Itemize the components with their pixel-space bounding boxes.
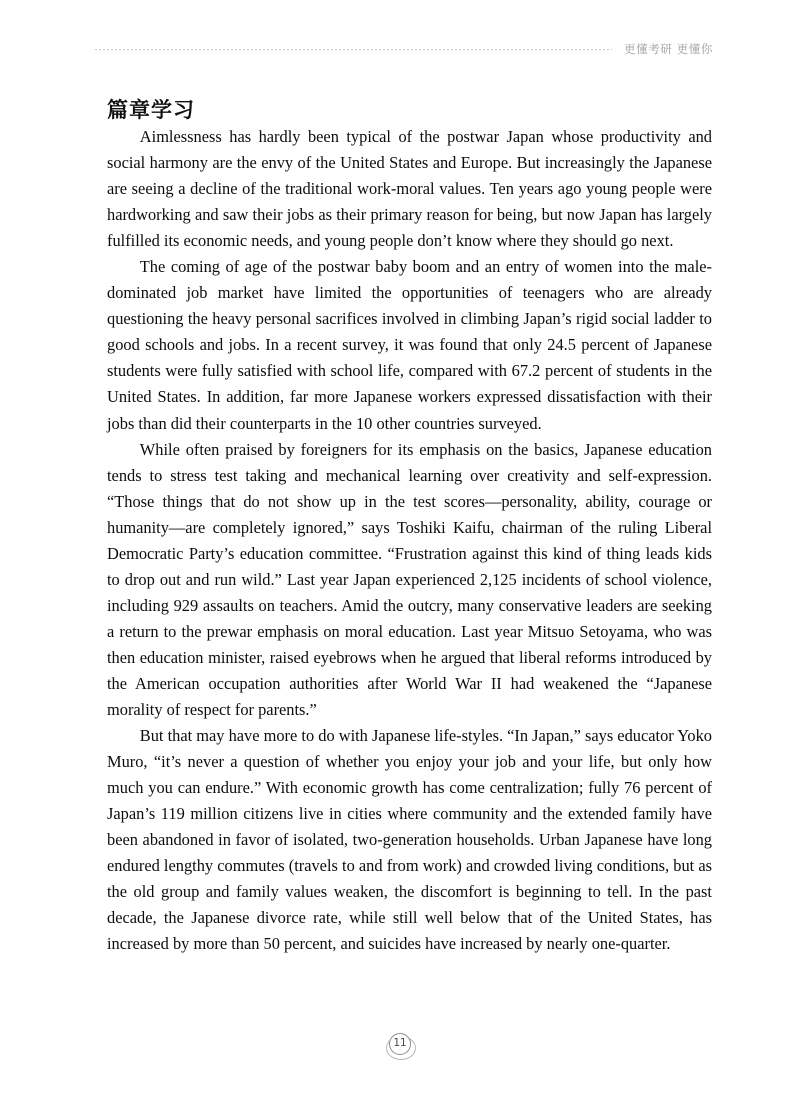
paragraph: But that may have more to do with Japanese life-styles. “In Japan,” says educator Yoko Muro, “it’s never a question of whether you enjoy your job and your life, but only how much you can endure.” With economic growth has come centralization; fully 76 percent of Japan’s 119 million citizens live in cities where community and the extended family have been abandoned in favor of isolated, two-generation households. Urban Japanese have long endured lengthy commutes (travels to and from work) and crowded living conditions, but as the old group and family values weaken, the discomfort is beginning to tell. In the past decade, the Japanese divorce rate, while still well below that of the United States, has increased by more than 50 percent, and suicides have increased by nearly one-quarter.: [107, 726, 712, 954]
paragraph: While often praised by foreigners for its emphasis on the basics, Japanese education tends to stress test taking and mechanical learning over creativity and self-expression. “Those things that do not show up in the test scores—personality, ability, courage or humanity—are completely ignored,” says Toshiki Kaifu, chairman of the ruling Liberal Democratic Party’s education committee. “Frustration against this kind of thing leads kids to drop out and run wild.” Last year Japan experienced 2,125 incidents of school violence, including 929 assaults on teachers. Amid the outcry, many conservative leaders are seeking a return to the prewar emphasis on moral education. Last year Mitsuo Setoyama, who was then education minister, raised eyebrows when he argued that liberal reforms introduced by the American occupation authorities after World War II had weakened the “Japanese morality of respect for parents.”: [107, 439, 712, 720]
page-number: 11: [393, 1036, 407, 1049]
paragraph: Aimlessness has hardly been typical of the postwar Japan whose productivity and social harmony are the envy of the United States and Europe. But increasingly the Japanese are seeing a decline of the traditional work-moral values. Ten years ago young people were hardworking and saw their jobs as their primary reason for being, but now Japan has largely fulfilled its economic needs, and young people don’t know where they should go next.: [107, 127, 712, 251]
running-header-title: 更懂考研 更懂你: [624, 42, 713, 56]
article-body: [107, 124, 712, 958]
page-footer: [0, 1032, 800, 1062]
page-number-badge: [385, 1032, 415, 1062]
header-divider-rule: [95, 49, 612, 50]
running-header: [95, 38, 713, 60]
page-title: 篇章学习: [107, 98, 195, 123]
paragraph: The coming of age of the postwar baby boom and an entry of women into the male-dominated job market have limited the opportunities of teenagers who are already questioning the heavy personal sacrifices involved in climbing Japan’s rigid social ladder to good schools and jobs. In a recent survey, it was found that only 24.5 percent of Japanese students were fully satisfied with school life, compared with 67.2 percent of students in the United States. In addition, far more Japanese workers expressed dissatisfaction with their jobs than did their counterparts in the 10 other countries surveyed.: [107, 257, 712, 433]
